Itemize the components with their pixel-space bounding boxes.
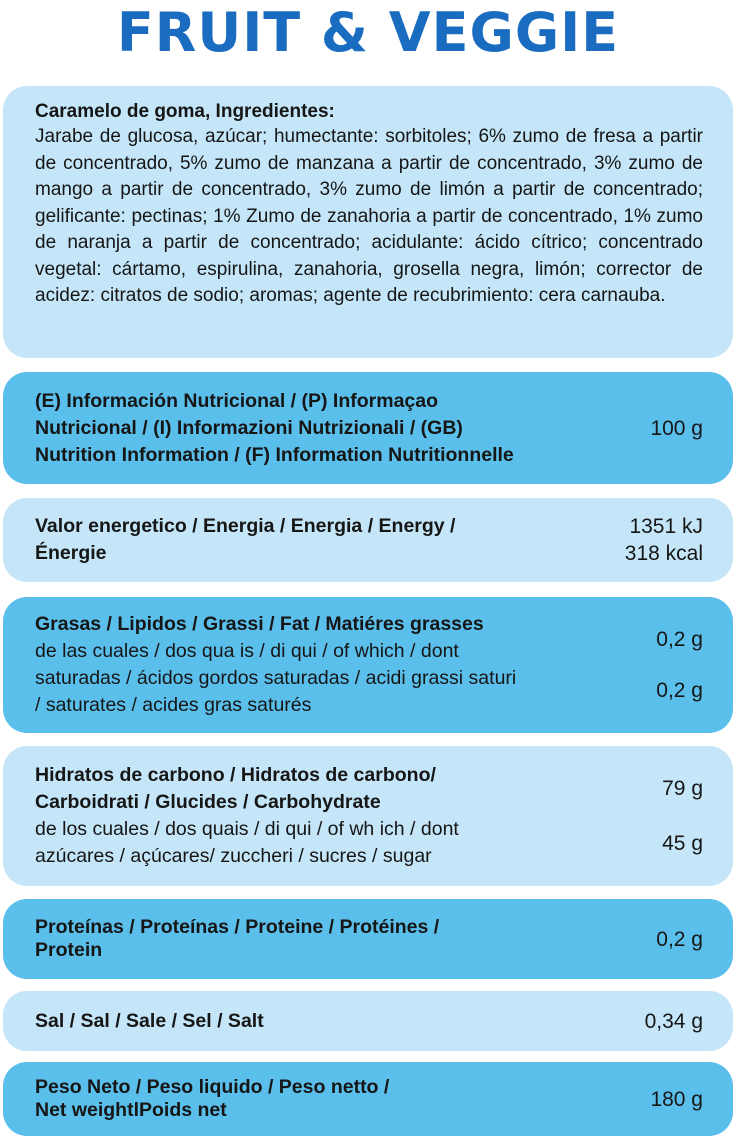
net-weight-values bbox=[650, 1062, 703, 1136]
salt-values bbox=[645, 991, 703, 1051]
nutrition-header-line-1: (E) Información Nutricional / (P) Informaçao bbox=[35, 389, 439, 412]
salt-value: 0,34 g bbox=[644, 1009, 703, 1033]
protein-label bbox=[35, 899, 439, 979]
carbohydrate-line-3: de los cuales / dos quais / di qui / of wh ich / dont bbox=[35, 818, 459, 840]
product-title: FRUIT & VEGGIE bbox=[116, 1, 620, 64]
per-100g-label: 100 g bbox=[650, 416, 703, 440]
energy-line-1: Valor energetico / Energia / Energia / Energy / bbox=[35, 515, 456, 537]
nutrition-header-value-col bbox=[650, 372, 703, 484]
net-weight-line-2: Net weightlPoids net bbox=[35, 1099, 227, 1121]
fat-line-1: Grasas / Lipidos / Grassi / Fat / Matiéres grasses bbox=[35, 613, 484, 635]
ingredients-heading: Caramelo de goma, Ingredientes: bbox=[35, 101, 335, 122]
carbohydrate-values bbox=[662, 746, 703, 886]
salt-panel bbox=[3, 991, 733, 1051]
nutrition-header-label bbox=[35, 372, 514, 484]
fat-values bbox=[656, 597, 703, 733]
net-weight-panel bbox=[3, 1062, 733, 1136]
nutrition-header-line-2: Nutricional / (I) Informazioni Nutrizionali / (GB) bbox=[35, 416, 463, 439]
protein-line-2: Protein bbox=[35, 939, 103, 961]
fat-line-3: saturadas / ácidos gordos saturadas / acidi grassi saturi bbox=[35, 667, 517, 689]
nutrition-header-line-3: Nutrition Information / (F) Information Nutritionnelle bbox=[35, 443, 514, 466]
fat-panel bbox=[3, 597, 733, 733]
net-weight-label bbox=[35, 1062, 389, 1136]
ingredients-text: Jarabe de glucosa, azúcar; humectante: sorbitoles; 6% zumo de fresa a partir de concentrado, 5% zumo de manzana a partir de concentrado, 3% zumo de mango a partir de concentrado, 3% zumo de limón a partir de concentrado; gelificante: pectinas; 1% Zumo de zanahoria a partir de concentrado, 1% zumo de naranja a partir de concentrado; acidulante: ácido cítrico; concentrado vegetal: cártamo, espirulina, zanahoria, grosella negra, limón; corrector de acidez: citratos de sodio; aromas; agente de recubrimiento: cera carnauba. bbox=[35, 126, 703, 306]
protein-line-1: Proteínas / Proteínas / Proteine / Protéines / bbox=[35, 916, 440, 938]
energy-line-2: Énergie bbox=[35, 542, 107, 564]
energy-kj: 1351 kJ bbox=[629, 515, 703, 538]
energy-label bbox=[35, 498, 455, 582]
energy-values bbox=[625, 498, 703, 582]
protein-values bbox=[656, 899, 703, 979]
fat-line-4: / saturates / acides gras saturés bbox=[35, 694, 312, 716]
sugar-value: 45 g bbox=[662, 832, 703, 855]
carbohydrate-line-1: Hidratos de carbono / Hidratos de carbono/ bbox=[35, 764, 436, 786]
saturated-fat-value: 0,2 g bbox=[656, 679, 703, 702]
protein-panel bbox=[3, 899, 733, 979]
net-weight-line-1: Peso Neto / Peso liquido / Peso netto / bbox=[35, 1076, 390, 1098]
carbohydrate-label bbox=[35, 746, 459, 886]
ingredients-panel bbox=[3, 86, 733, 358]
net-weight-value: 180 g bbox=[650, 1087, 703, 1111]
nutrition-header-panel bbox=[3, 372, 733, 484]
fat-value: 0,2 g bbox=[656, 628, 703, 651]
carbohydrate-line-2: Carboidrati / Glucides / Carbohydrate bbox=[35, 791, 381, 813]
carbohydrate-panel bbox=[3, 746, 733, 886]
protein-value: 0,2 g bbox=[656, 927, 703, 951]
carbohydrate-value: 79 g bbox=[662, 777, 703, 800]
salt-label bbox=[35, 991, 264, 1051]
salt-line-1: Sal / Sal / Sale / Sel / Salt bbox=[35, 1009, 264, 1032]
fat-label bbox=[35, 597, 516, 733]
energy-kcal: 318 kcal bbox=[624, 542, 703, 565]
energy-panel bbox=[3, 498, 733, 582]
carbohydrate-line-4: azúcares / açúcares/ zuccheri / sucres / sugar bbox=[35, 845, 432, 867]
fat-line-2: de las cuales / dos qua is / di qui / of which / dont bbox=[35, 640, 459, 662]
